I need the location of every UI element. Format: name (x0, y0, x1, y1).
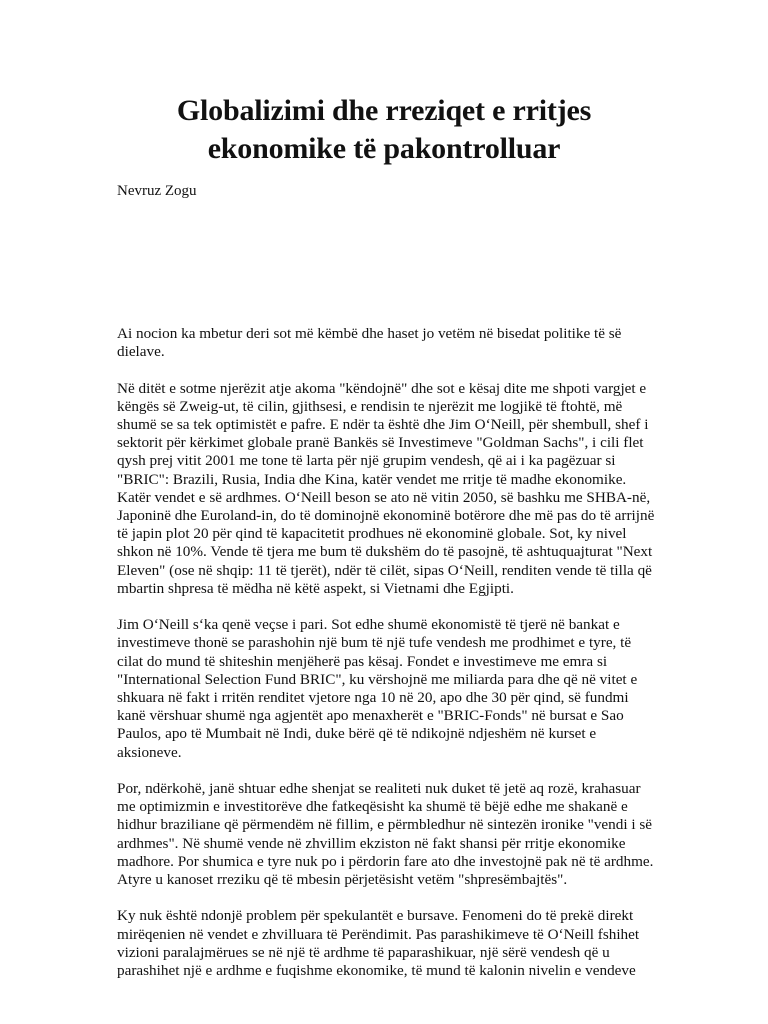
paragraph-3: Jim O‘Neill s‘ka qenë veçse i pari. Sot edhe shumë ekonomistë të tjerë në bankat e investimeve thonë se parashohin një bum të një tufe vendesh me prodhimet e tyre, të cilat do mund të shiteshin menjëherë pas kësaj. Fondet e investimeve me emra si "International Selection Fund BRIC", ku vërshojnë me miliarda para dhe që në vitet e shkuara në fakt i rritën renditet vjetore nga 10 në 20, apo dhe 30 për qind, së fundmi kanë vërshuar shumë nga agjentët apo menaxherët e "BRIC-Fonds" në bursat e Sao Paulos, apo të Mumbait në Indi, duke bërë që të ndikojnë ndjeshëm në kurset e aksioneve. (117, 616, 638, 761)
paragraph-4: Por, ndërkohë, janë shtuar edhe shenjat se realiteti nuk duket të jetë aq rozë, krahasuar me optimizmin e investitorëve dhe fatkeqësisht ka shumë të bëjë edhe me shakanë e hidhur braziliane që përmendëm në fillim, e përmbledhur në sintezën ironike "vendi i së ardhmes". Në shumë vende në zhvillim ekziston në fakt shansi për rritje ekonomike madhore. Por shumica e tyre nuk po i përdorin fare ato dhe investojnë pak në të ardhme. Atyre u kanoset rreziku që të mbesin përjetësisht vetëm "shpresëmbajtës". (117, 780, 654, 889)
article-body (117, 325, 657, 998)
article-title-line-2: ekonomike të pakontrolluar (207, 132, 561, 165)
paragraph-2: Në ditët e sotme njerëzit atje akoma "këndojnë" dhe sot e kësaj dite me shpoti vargjet e këngës së Zweig-ut, të cilin, gjithsesi, e rendisin te njerëzit me logjikë të ftohtë, më shumë se sa tek optimistët e pafre. E ndër ta është dhe Jim O‘Neill, për shembull, shef i sektorit për kërkimet globale pranë Bankës së Investimeve "Goldman Sachs", i cili flet qysh prej vitit 2001 me tone të larta për një grupim vendesh, që ai i ka pagëzuar si "BRIC": Brazili, Rusia, India dhe Kina, katër vendet me rritje të madhe ekonomike. Katër vendet e së ardhmes. O‘Neill beson se ato në vitin 2050, së bashku me SHBA-në, Japoninë dhe Euroland-in, do të dominojnë ekonominë botërore dhe më pas do të arrijnë të japin plot 20 për qind të kapacitetit prodhues në ekonominë globale. Sot, ky nivel shkon në 10%. Vende të tjera me bum të dukshëm do të pasojnë, të ashtuquajturat "Next Eleven" (ose në shqip: 11 të tjerët), ndër të cilët, sipas O‘Neill, renditen vende të tilla që mbartin shpresa të mëdha në këtë aspekt, si Vietnami dhe Egjipti. (117, 379, 655, 597)
article-author: Nevruz Zogu (117, 183, 197, 199)
article-title-line-1: Globalizimi dhe rreziqet e rritjes (176, 94, 592, 127)
article-title (100, 92, 668, 168)
paragraph-1: Ai nocion ka mbetur deri sot më këmbë dhe haset jo vetëm në bisedat politike të së dielave. (117, 325, 622, 361)
paragraph-5: Ky nuk është ndonjë problem për spekulantët e bursave. Fenomeni do të prekë direkt mirëqenien në vendet e zhvilluara të Perëndimit. Pas parashikimeve të O‘Neill fshihet vizioni paralajmërues se në një të ardhme të paparashikuar, një sërë vendesh që u parashihet një e ardhme e fuqishme ekonomike, të mund të kalonin nivelin e vendeve (117, 907, 640, 980)
